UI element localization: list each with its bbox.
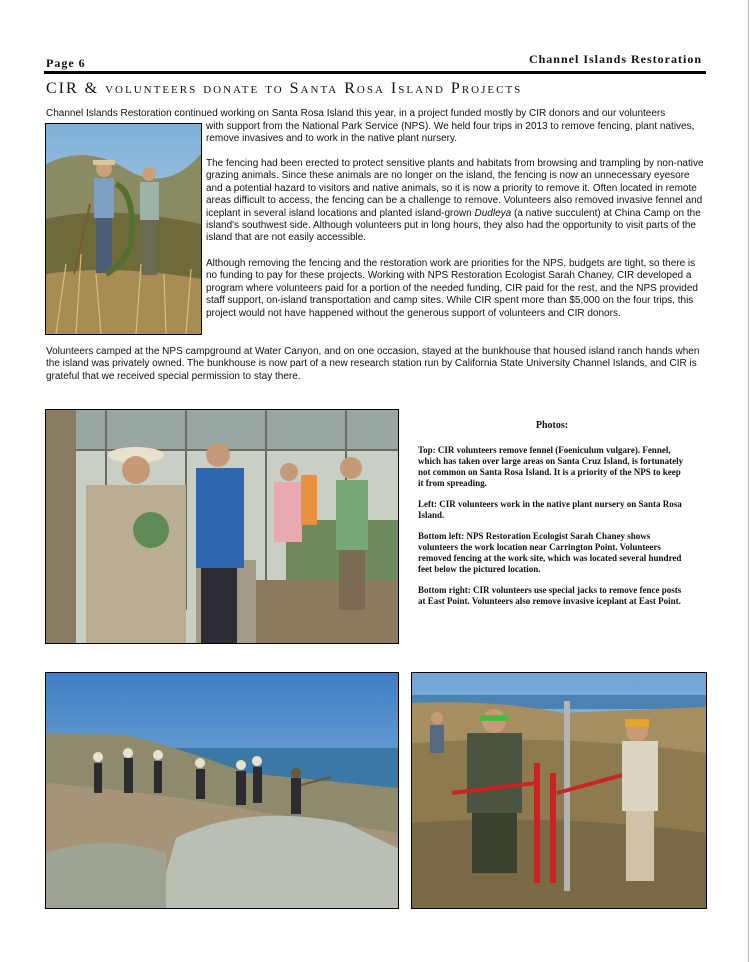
- paragraph-2-text-b: (a native succulent) at China Camp on the island's southwest side. Although volunteers put in long hours, they also had the opportunity to visit parts of the island that are not easily accessible.: [206, 207, 701, 244]
- page-number: Page 6: [46, 56, 86, 70]
- captions-heading: Photos:: [535, 420, 569, 431]
- photo-carrington-point: [45, 672, 399, 909]
- photo-fennel-removal: [45, 123, 202, 335]
- article-paragraph-2: [206, 158, 706, 245]
- caption-top: Top: CIR volunteers remove fennel (Foeniculum vulgare). Fennel, which has taken over large areas on Santa Cruz Island, is fortunately not common on Santa Rosa Island. It is a priority of the NPS to keep it from spreading.: [418, 445, 684, 488]
- article-paragraph-4: Volunteers camped at the NPS campground at Water Canyon, and on one occasion, stayed at the bunkhouse that housed island ranch hands when the island was privately owned. The bunkhouse is now part of a new research station run by California State University Channel Islands, and CIR is grateful that we received special permission to stay there.: [46, 346, 700, 382]
- caption-bottom-right: Bottom right: CIR volunteers use special jacks to remove fence posts at East Point. Volunteers also remove invasive iceplant at East Point.: [418, 585, 682, 606]
- publication-title: Channel Islands Restoration: [528, 52, 702, 66]
- article-paragraph-1b: with support from the National Park Service (NPS). We held four trips in 2013 to remove fencing, plant natives, remove invasives and to work in the native plant nursery.: [206, 121, 695, 145]
- photo-east-point-jacks: [411, 672, 707, 909]
- article-paragraph-1a: Channel Islands Restoration continued working on Santa Rosa Island this year, in a project funded mostly by CIR donors and our volunteers: [46, 108, 666, 119]
- caption-left: Left: CIR volunteers work in the native plant nursery on Santa Rosa Island.: [418, 499, 682, 520]
- article-title: CIR & volunteers donate to Santa Rosa Island Projects: [46, 80, 523, 97]
- caption-bottom-left: Bottom left: NPS Restoration Ecologist Sarah Chaney shows volunteers the work location near Carrington Point. Volunteers removed fencing at the work site, which was located several hundred feet below the pictured location.: [418, 531, 682, 574]
- page-edge-divider: [748, 0, 749, 962]
- photo-plant-nursery: [45, 409, 399, 644]
- dudleya-term: Dudleya: [474, 207, 512, 219]
- paragraph-2-text-a: The fencing had been erected to protect sensitive plants and habitats from browsing and trampling by non-native grazing animals. Since these animals are no longer on the island, the fencing is now an unnecessary eyesore and a potential hazard to visitors and native animals, so it is now a priority to remove it. Often located in remote areas difficult to access, the fencing can be a challenge to remove. Volunteers also removed invasive fennel and iceplant in several island locations and planted island-grown: [206, 158, 704, 219]
- article-paragraph-3: Although removing the fencing and the restoration work are priorities for the NPS, budgets are tight, so there is no funding to pay for these projects. Working with NPS Restoration Ecologist Sarah Chaney, CIR developed a program where volunteers paid for a portion of the needed funding, CIR paid for the rest, and the NPS provided staff support, on-island transportation and camp sites. While CIR spent more than $5,000 on the four trips, this project would not have happened without the generous support of volunteers and CIR donors.: [206, 258, 698, 319]
- photo-captions: [418, 420, 686, 617]
- header-rule: [44, 71, 706, 74]
